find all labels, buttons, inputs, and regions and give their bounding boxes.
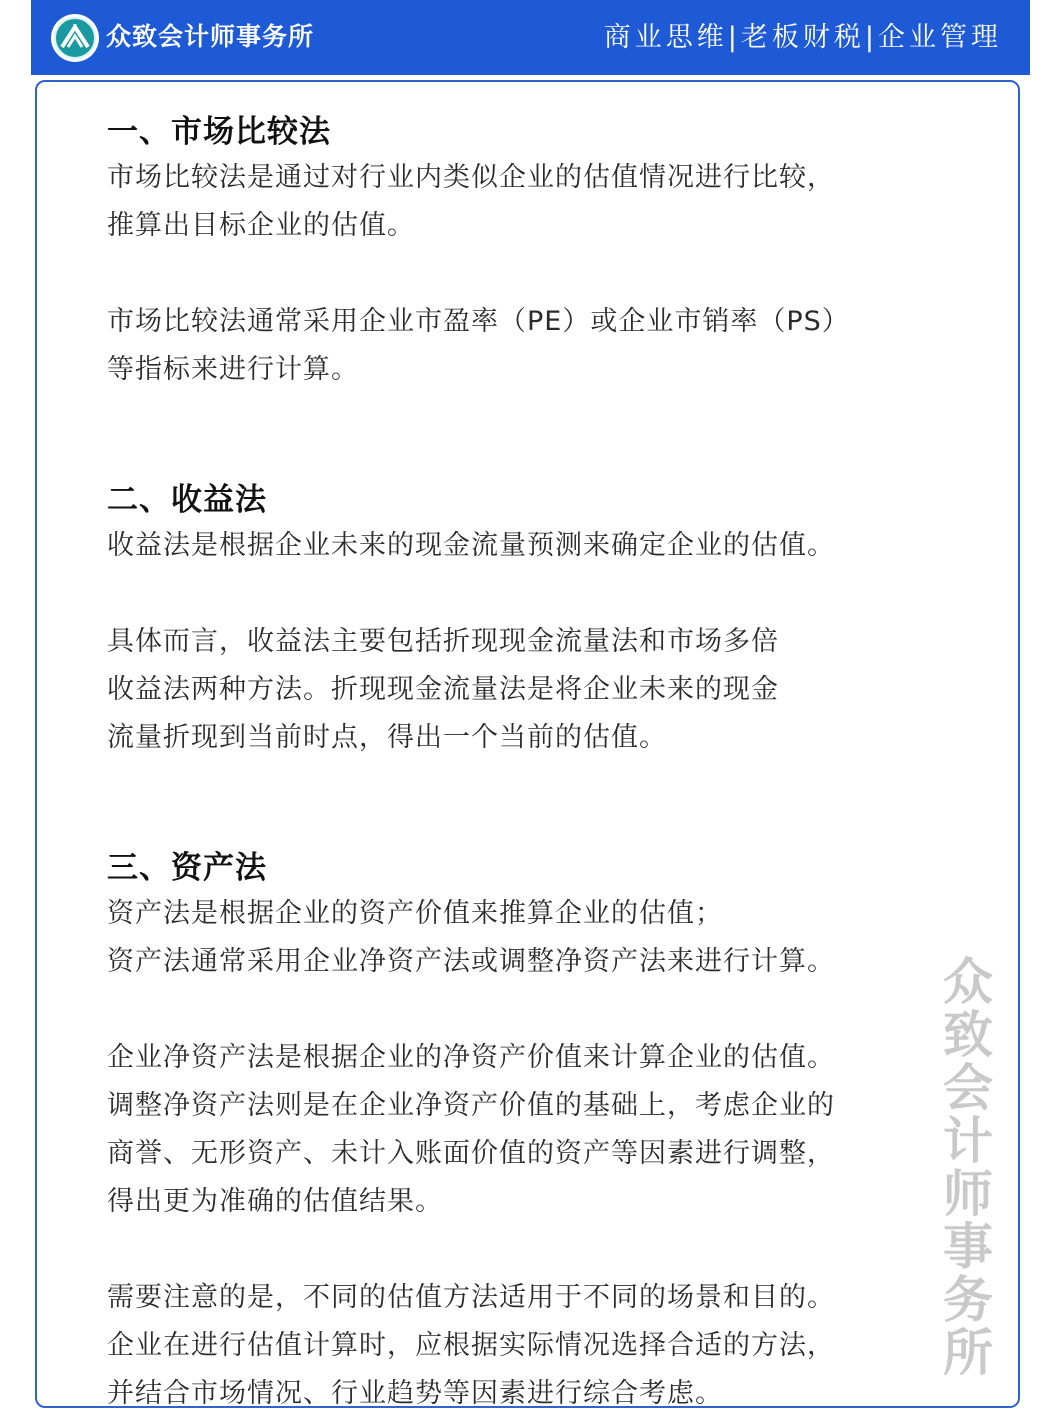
paragraph-line: 资产法是根据企业的资产价值来推算企业的估值； (107, 898, 723, 929)
paragraph-line: 资产法通常采用企业净资产法或调整净资产法来进行计算。 (107, 946, 835, 977)
paragraph-line: 收益法两种方法。折现现金流量法是将企业未来的现金 (107, 674, 779, 705)
paragraph-line: 等指标来进行计算。 (107, 354, 359, 385)
paragraph-line: 企业净资产法是根据企业的净资产价值来计算企业的估值。 (107, 1042, 835, 1073)
vertical-watermark: 众致会计师事务所 (943, 952, 993, 1382)
paragraph-line: 具体而言，收益法主要包括折现现金流量法和市场多倍 (107, 626, 779, 657)
article-body (107, 110, 927, 1418)
header-slogan: 商业思维|老板财税|企业管理 (603, 22, 1002, 53)
paragraph-line: 并结合市场情况、行业趋势等因素进行综合考虑。 (107, 1378, 723, 1409)
brand-name: 众致会计师事务所 (106, 22, 315, 51)
paragraph-line: 收益法是根据企业未来的现金流量预测来确定企业的估值。 (107, 530, 835, 561)
section-title-income: 二、收益法 (107, 482, 267, 518)
paragraph-line: 调整净资产法则是在企业净资产价值的基础上，考虑企业的 (107, 1090, 835, 1121)
paragraph-line: 市场比较法是通过对行业内类似企业的估值情况进行比较， (107, 162, 835, 193)
section-title-market: 一、市场比较法 (107, 114, 331, 150)
firm-logo-icon (50, 13, 100, 63)
paragraph-line: 得出更为准确的估值结果。 (107, 1186, 443, 1217)
header-bar (31, 0, 1030, 75)
paragraph-line: 流量折现到当前时点，得出一个当前的估值。 (107, 722, 667, 753)
paragraph-line: 需要注意的是，不同的估值方法适用于不同的场景和目的。 (107, 1282, 835, 1313)
paragraph-line: 推算出目标企业的估值。 (107, 210, 415, 241)
paragraph-line: 市场比较法通常采用企业市盈率（PE）或企业市销率（PS） (107, 306, 850, 337)
paragraph-line: 商誉、无形资产、未计入账面价值的资产等因素进行调整， (107, 1138, 835, 1169)
paragraph-line: 企业在进行估值计算时，应根据实际情况选择合适的方法， (107, 1330, 835, 1361)
section-title-asset: 三、资产法 (107, 850, 267, 886)
